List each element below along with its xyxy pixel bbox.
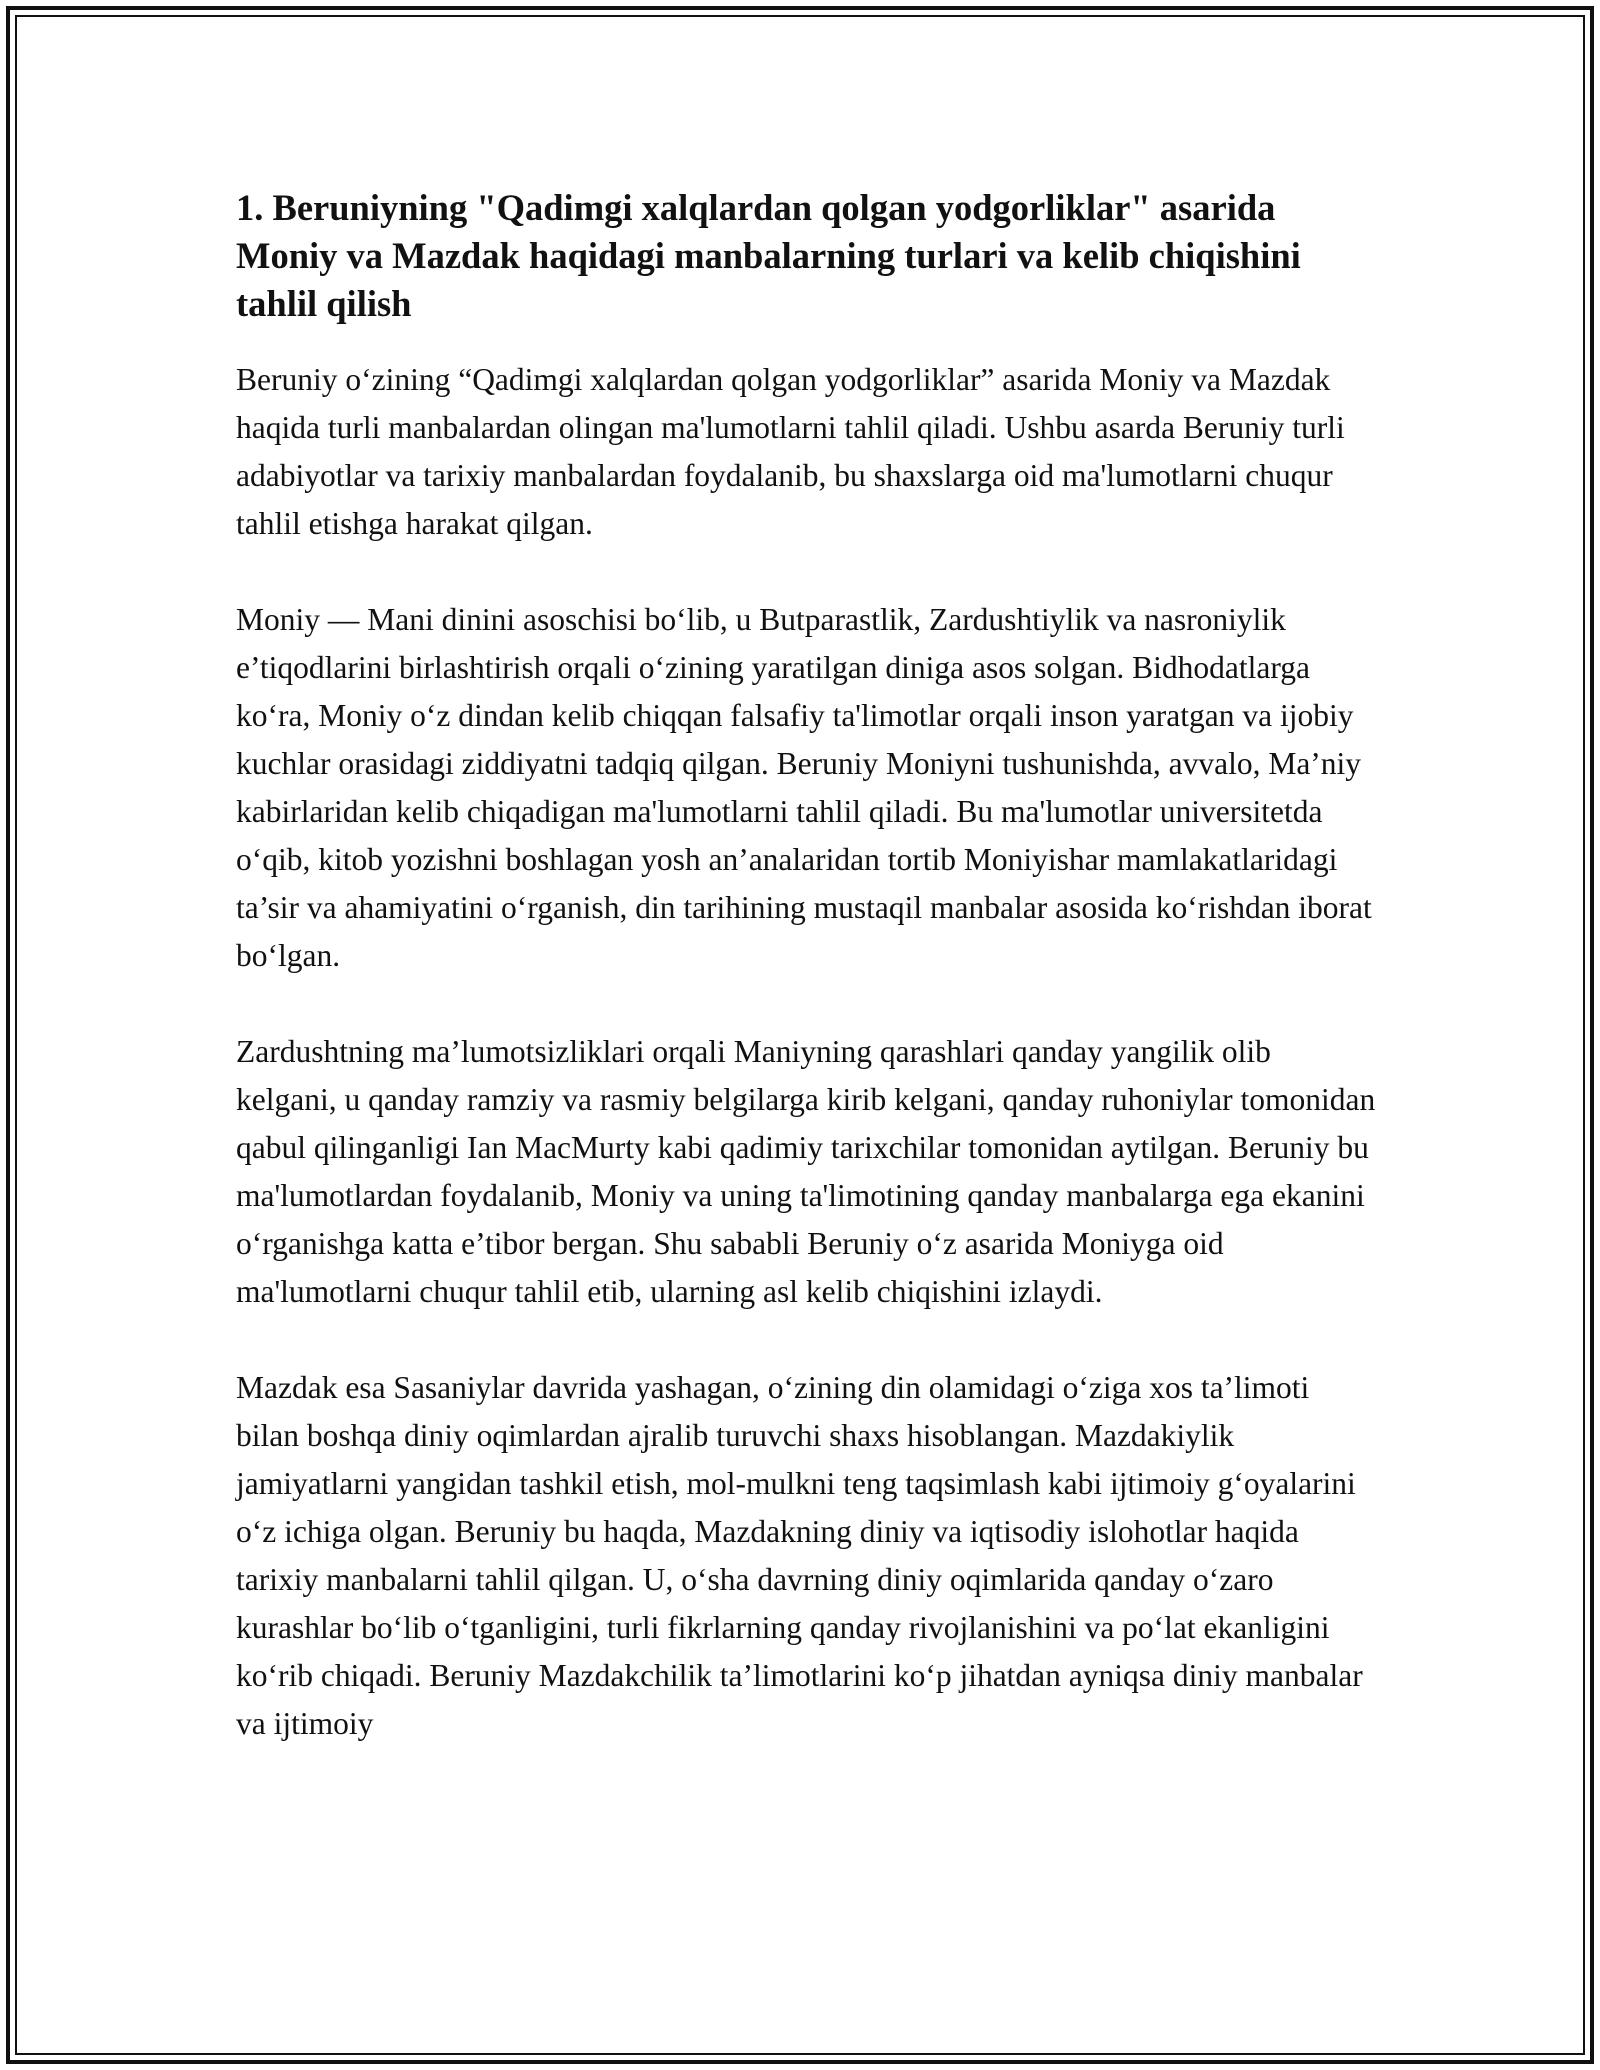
paragraph-moniy: Moniy — Mani dinini asoschisi bo‘lib, u Butparastlik, Zardushtiylik va nasroniylik e’tiqodlarini birlashtirish orqali o‘zining yaratilgan diniga asos solgan. Bidhodatlarga ko‘ra, Moniy o‘z dindan kelib chiqqan falsafiy ta'limotlar orqali inson yaratgan va ijobiy kuchlar orasidagi ziddiyatni tadqiq qilgan. Beruniy Moniyni tushunishda, avvalo, Ma’niy kabirlaridan kelib chiqadigan ma'lumotlarni tahlil qiladi. Bu ma'lumotlar universitetda o‘qib, kitob yozishni boshlagan yosh an’analaridan tortib Moniyishar mamlakatlaridagi ta’sir va ahamiyatini o‘rganish, din tarihining mustaqil manbalar asosida ko‘rishdan iborat bo‘lgan.: [236, 602, 1372, 973]
paragraph-zardusht: Zardushtning ma’lumotsizliklari orqali Maniyning qarashlari qanday yangilik olib kelgani, u qanday ramziy va rasmiy belgilarga kirib kelgani, qanday ruhoniylar tomonidan qabul qilinganligi Ian MacMurty kabi qadimiy tarixchilar tomonidan aytilgan. Beruniy bu ma'lumotlardan foydalanib, Moniy va uning ta'limotining qanday manbalarga ega ekanini o‘rganishga katta e’tibor bergan. Shu sababli Beruniy o‘z asarida Moniyga oid ma'lumotlarni chuqur tahlil etib, ularning asl kelib chiqishini izlaydi.: [236, 1034, 1376, 1309]
section-heading: 1. Beruniyning "Qadimgi xalqlardan qolgan yodgorliklar" asarida Moniy va Mazdak haqidagi manbalarning turlari va kelib chiqishini tahlil qilish: [236, 187, 1301, 324]
paragraph-mazdak: Mazdak esa Sasaniylar davrida yashagan, o‘zining din olamidagi o‘ziga xos ta’limoti bilan boshqa diniy oqimlardan ajralib turuvchi shaxs hisoblangan. Mazdakiylik jamiyatlarni yangidan tashkil etish, mol-mulkni teng taqsimlash kabi ijtimoiy g‘oyalarini o‘z ichiga olgan. Beruniy bu haqda, Mazdakning diniy va iqtisodiy islohotlar haqida tarixiy manbalarni tahlil qilgan. U, o‘sha davrning diniy oqimlarida qanday o‘zaro kurashlar bo‘lib o‘tganligini, turli fikrlarning qanday rivojlanishini va po‘lat ekanligini ko‘rib chiqadi. Beruniy Mazdakchilik ta’limotlarini ko‘p jihatdan ayniqsa diniy manbalar va ijtimoiy: [236, 1370, 1363, 1741]
paragraph-intro: Beruniy o‘zining “Qadimgi xalqlardan qolgan yodgorliklar” asarida Moniy va Mazdak haqida turli manbalardan olingan ma'lumotlarni tahlil qiladi. Ushbu asarda Beruniy turli adabiyotlar va tarixiy manbalardan foydalanib, bu shaxslarga oid ma'lumotlarni chuqur tahlil etishga harakat qilgan.: [236, 362, 1345, 541]
document-body: [236, 184, 1376, 1748]
